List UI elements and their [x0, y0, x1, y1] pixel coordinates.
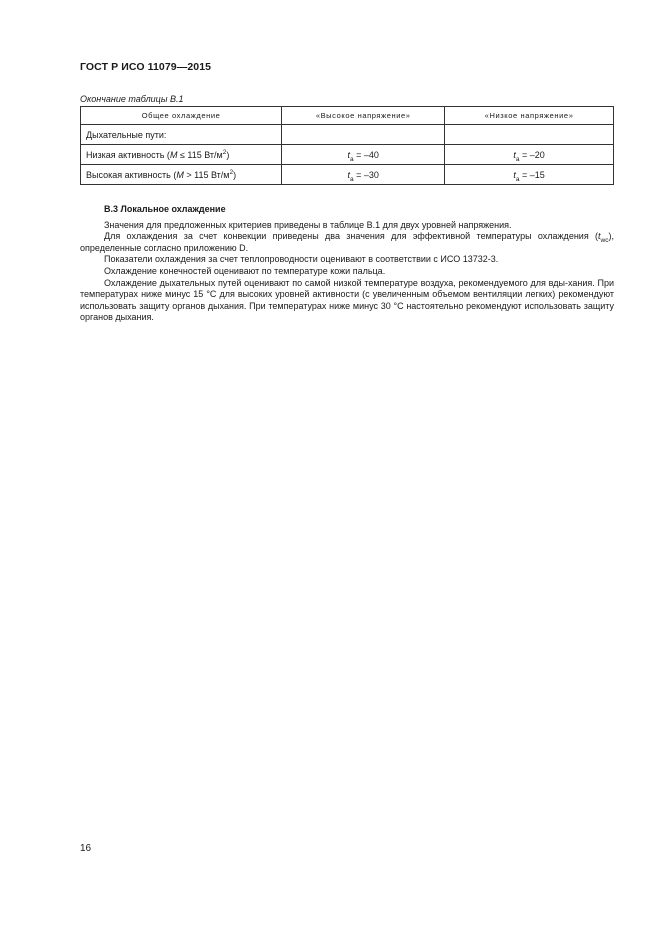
local-cooling-section [80, 204, 614, 324]
value-high-strain: $t_a = -40$ [282, 145, 445, 165]
header-high-strain: «Высокое напряжение» [282, 107, 445, 125]
empty-cell [282, 125, 445, 145]
table-header-row [81, 107, 614, 125]
paragraph: Охлаждение дыхательных путей оценивают по самой низкой температуре воздуха, рекомендуемого для вды-хания. При температурах ниже минус 15 °С для высоких уровней активности (с увеличенным объемом вентиляции легких) рекомендуют использовать защиту органов дыхания. При температурах ниже минус 30 °С настоятельно рекомендуют использовать защиту органов дыхания. [80, 277, 614, 323]
row-label-high-activity: Высокая активность (M > 115 $Вт/м^2$) [81, 165, 282, 185]
header-low-strain: «Низкое напряжение» [445, 107, 614, 125]
table-row [81, 125, 614, 145]
table-row [81, 165, 614, 185]
paragraph: Показатели охлаждения за счет теплопроводности оценивают в соответствии с ИСО 13732-3. [104, 254, 499, 265]
value-high-strain: $t_a = -30$ [282, 165, 445, 185]
empty-cell [445, 125, 614, 145]
table-row [81, 145, 614, 165]
cooling-table [80, 106, 614, 185]
respiratory-tract-label: Дыхательные пути: [81, 125, 282, 145]
document-header: ГОСТ Р ИСО 11079—2015 [80, 61, 212, 73]
value-low-strain: $t_a = -15$ [445, 165, 614, 185]
paragraph: Для охлаждения за счет конвекции приведены два значения для эффективной температуры охлаждения $(t_{wc})$, определенные согласно приложению D. [80, 231, 614, 253]
row-label-low-activity: Низкая активность (M ≤ 115 $Вт/м^2$) [81, 145, 282, 165]
page-number: 16 [80, 843, 92, 854]
paragraph: Значения для предложенных критериев приведены в таблице В.1 для двух уровней напряжения. [104, 219, 512, 230]
section-heading: В.3 Локальное охлаждение [104, 204, 226, 214]
header-general-cooling: Общее охлаждение [81, 107, 282, 125]
table-caption: Окончание таблицы В.1 [80, 94, 184, 104]
paragraph: Охлаждение конечностей оценивают по температуре кожи пальца. [104, 265, 386, 276]
value-low-strain: $t_a = -20$ [445, 145, 614, 165]
